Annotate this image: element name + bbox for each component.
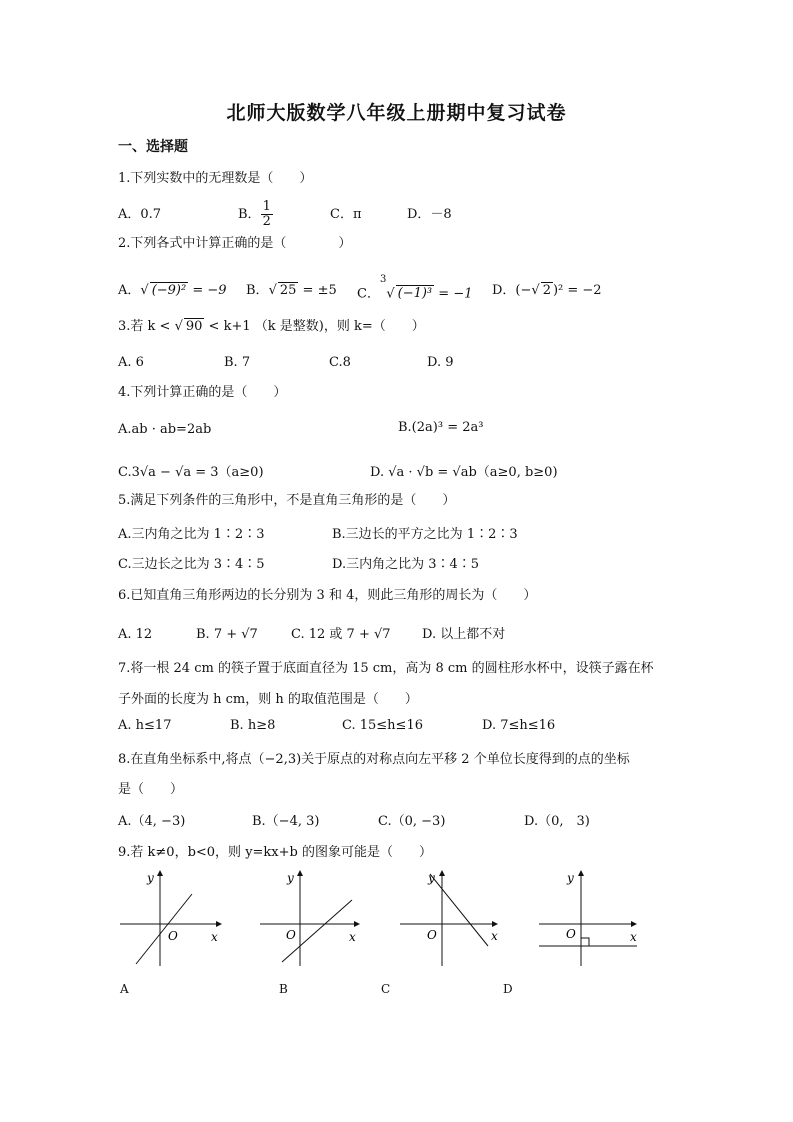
graph-a bbox=[118, 868, 242, 968]
graph-b bbox=[258, 868, 382, 968]
origin-label: O bbox=[168, 929, 178, 943]
q2-option-c: C．$^3$√ (−1)³ = −1 bbox=[357, 274, 473, 302]
origin-label: O bbox=[427, 928, 437, 942]
question-1-stem: 1.下列实数中的无理数是（ ） bbox=[118, 171, 313, 186]
x-axis-arrow bbox=[354, 921, 360, 927]
question-3-stem: 3.若 k < √ 90 < k+1 （k 是整数)，则 k=（ ） bbox=[118, 319, 425, 334]
y-axis-arrow bbox=[297, 870, 303, 876]
x-axis-arrow bbox=[216, 921, 222, 927]
question-5-stem: 5.满足下列条件的三角形中，不是直角三角形的是（ ） bbox=[118, 493, 456, 508]
x-label: x bbox=[630, 930, 637, 944]
origin-label: O bbox=[286, 928, 296, 942]
q8-option-d: D.（0, 3) bbox=[524, 814, 590, 829]
q8-option-b: B.（−4, 3) bbox=[252, 814, 320, 829]
q8-option-a: A.（4, −3) bbox=[118, 814, 186, 829]
q2-option-a: A．√ (−9)² = −9 bbox=[118, 283, 227, 298]
question-7-stem-line1: 7.将一根 24 cm 的筷子置于底面直径为 15 cm，高为 8 cm 的圆柱形水杯中，设筷子露在杯 bbox=[118, 661, 654, 676]
q7-option-c: C. 15≤h≤16 bbox=[342, 718, 423, 733]
line-graph bbox=[136, 894, 192, 964]
question-2-stem: 2.下列各式中计算正确的是（ ） bbox=[118, 236, 352, 251]
q4-option-b: B.(2a)³ = 2a³ bbox=[398, 420, 484, 435]
q7-option-b: B. h≥8 bbox=[230, 718, 276, 733]
q6-option-c: C. 12 或 7 + √7 bbox=[291, 627, 391, 642]
x-label: x bbox=[211, 930, 218, 944]
q3-option-a: A. 6 bbox=[118, 355, 144, 370]
x-axis-arrow bbox=[492, 921, 498, 927]
q5-option-a: A.三内角之比为 1∶2∶3 bbox=[118, 527, 265, 542]
page-title: 北师大版数学八年级上册期中复习试卷 bbox=[226, 102, 567, 124]
q2-option-b: B．√ 25 = ±5 bbox=[246, 283, 337, 298]
line-graph bbox=[430, 874, 488, 946]
graph-label-b: B bbox=[279, 982, 288, 996]
q6-option-b: B. 7 + √7 bbox=[196, 627, 258, 642]
y-label: y bbox=[287, 871, 294, 885]
q6-option-d: D. 以上都不对 bbox=[422, 627, 506, 642]
q3-option-c: C.8 bbox=[329, 355, 351, 370]
x-label: x bbox=[491, 929, 498, 943]
y-axis-arrow bbox=[157, 870, 163, 876]
q1-option-b: B． $\frac{1}{2}$ bbox=[238, 199, 271, 229]
x-axis-arrow bbox=[631, 921, 637, 927]
graph-d bbox=[537, 868, 661, 968]
question-8-stem-line1: 8.在直角坐标系中,将点（−2,3)关于原点的对称点向左平移 2 个单位长度得到的点的坐标 bbox=[118, 752, 630, 767]
q7-option-a: A. h≤17 bbox=[118, 718, 172, 733]
question-9-stem: 9.若 k≠0，b<0，则 y=kx+b 的图象可能是（ ） bbox=[118, 845, 432, 860]
q3-option-d: D. 9 bbox=[427, 355, 454, 370]
q4-option-a: A.ab · ab=2ab bbox=[118, 422, 212, 437]
question-7-stem-line2: 子外面的长度为 h cm，则 h 的取值范围是（ ） bbox=[118, 692, 418, 707]
q7-option-d: D. 7≤h≤16 bbox=[482, 718, 556, 733]
q1-option-d: D．－8 bbox=[407, 207, 452, 222]
q5-option-c: C.三边长之比为 3∶4∶5 bbox=[118, 557, 265, 572]
y-axis-arrow bbox=[578, 870, 584, 876]
q4-option-d: D. √a · √b = √ab（a≥0, b≥0) bbox=[370, 465, 558, 480]
question-4-stem: 4.下列计算正确的是（ ） bbox=[118, 385, 287, 400]
question-6-stem: 6.已知直角三角形两边的长分别为 3 和 4，则此三角形的周长为（ ） bbox=[118, 588, 537, 603]
q1-option-a: A．0.7 bbox=[118, 207, 162, 222]
y-label: y bbox=[147, 871, 154, 885]
origin-label: O bbox=[566, 927, 576, 941]
graph-label-a: A bbox=[120, 982, 129, 996]
q4-option-c: C.3√a − √a = 3（a≥0) bbox=[118, 465, 264, 480]
right-angle-mark bbox=[581, 938, 589, 946]
q2-option-d: D．(−√ 2 )² = −2 bbox=[492, 283, 602, 298]
q5-option-b: B.三边长的平方之比为 1∶2∶3 bbox=[332, 527, 518, 542]
q3-option-b: B. 7 bbox=[224, 355, 251, 370]
section-heading: 一、选择题 bbox=[118, 139, 188, 155]
q6-option-a: A. 12 bbox=[118, 627, 153, 642]
y-label: y bbox=[567, 871, 574, 885]
graph-label-c: C bbox=[381, 982, 391, 996]
q8-option-c: C.（0, −3) bbox=[378, 814, 446, 829]
graph-c bbox=[398, 868, 522, 968]
y-label: y bbox=[428, 871, 435, 885]
question-8-stem-line2: 是（ ） bbox=[118, 782, 184, 797]
q5-option-d: D.三内角之比为 3∶4∶5 bbox=[332, 557, 480, 572]
q1-option-c: C．π bbox=[330, 207, 362, 222]
y-axis-arrow bbox=[439, 870, 445, 876]
x-label: x bbox=[349, 930, 356, 944]
graph-label-d: D bbox=[503, 982, 513, 996]
